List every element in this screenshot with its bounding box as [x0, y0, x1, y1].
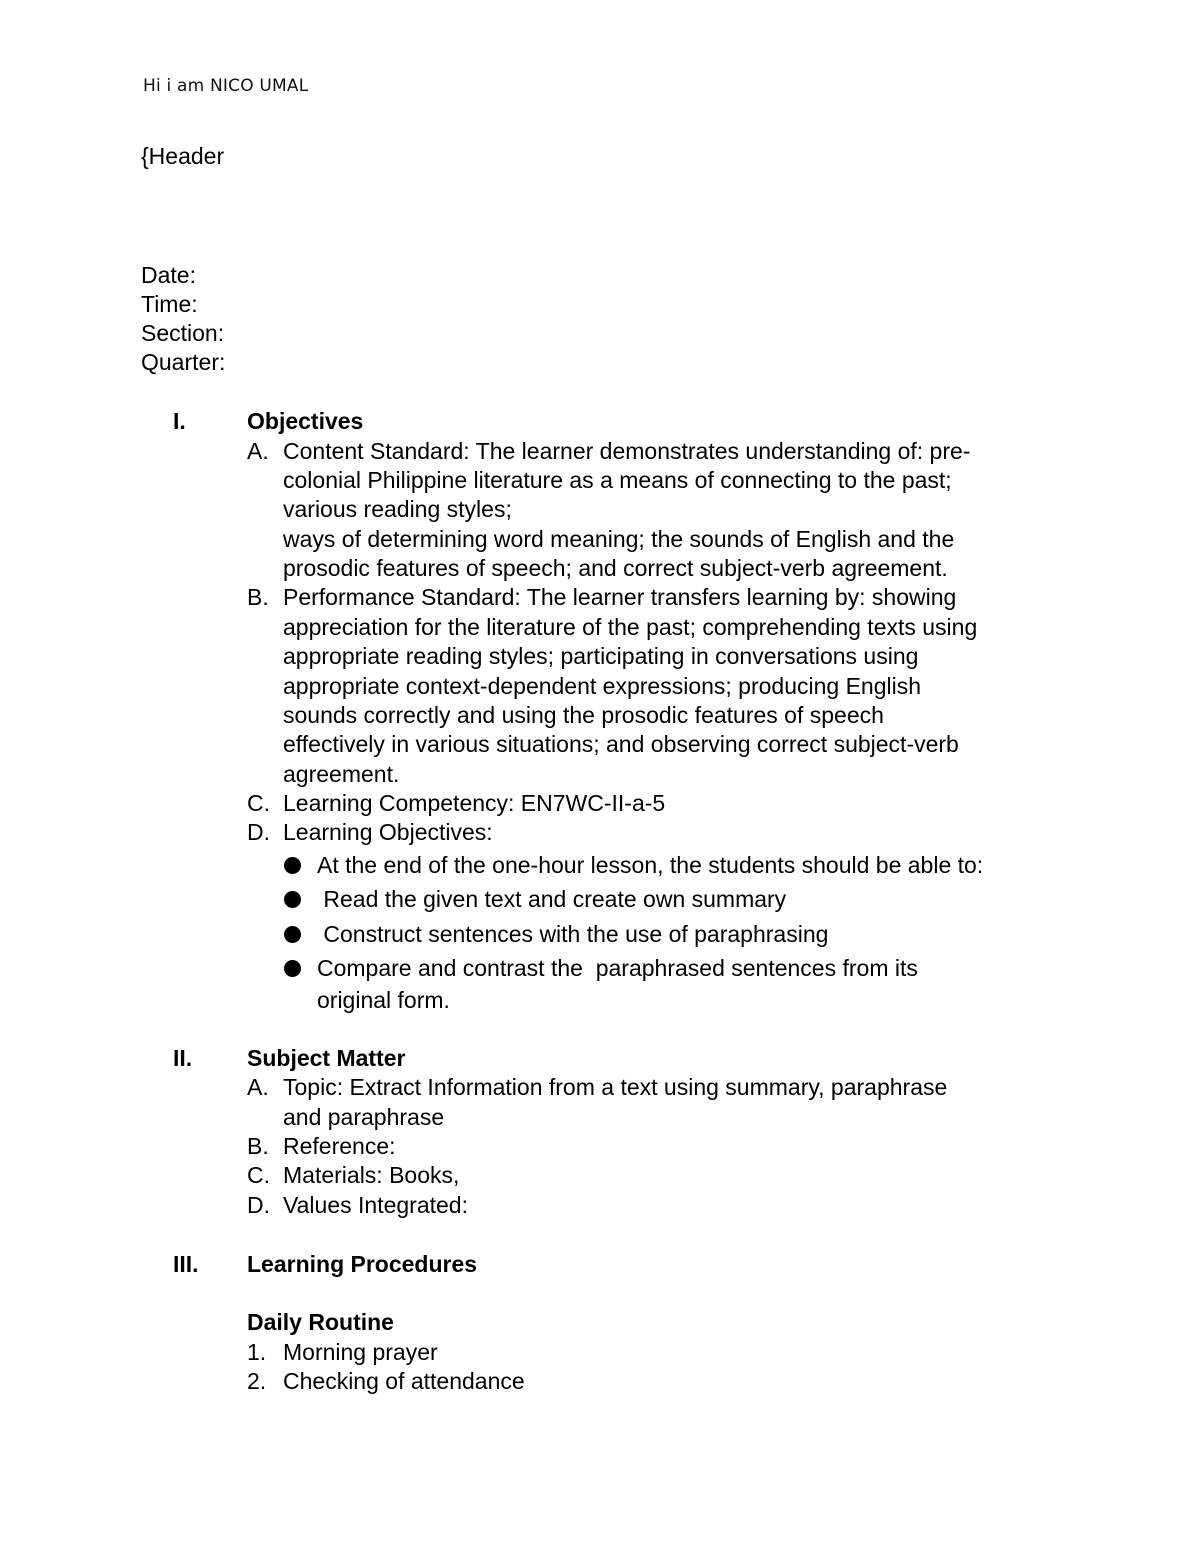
- values-label: Values Integrated:: [283, 1192, 468, 1218]
- topic-letter: A.: [247, 1074, 269, 1100]
- objective-bullet-item: Compare and contrast the paraphrased sentences from its: [317, 955, 918, 981]
- materials-letter: C.: [247, 1162, 270, 1188]
- header-placeholder: {Header: [141, 143, 225, 169]
- topic-line: and paraphrase: [283, 1104, 445, 1130]
- learning-procedures-numeral: III.: [173, 1251, 199, 1277]
- routine-item-number: 2.: [247, 1368, 267, 1394]
- performance-standard-line: agreement.: [283, 761, 400, 787]
- reference-letter: B.: [247, 1133, 269, 1159]
- objectives-title: Objectives: [247, 408, 364, 434]
- objectives-numeral: I.: [173, 408, 186, 434]
- topic-line: Topic: Extract Information from a text using summary, paraphrase: [283, 1074, 948, 1100]
- subject-matter-numeral: II.: [173, 1045, 193, 1071]
- routine-item: Checking of attendance: [283, 1368, 525, 1394]
- content-standard-line: various reading styles;: [283, 496, 512, 522]
- subject-matter-title: Subject Matter: [247, 1045, 406, 1071]
- objective-bullet-item: Read the given text and create own summary: [317, 886, 787, 912]
- performance-standard-line: Performance Standard: The learner transfers learning by: showing: [283, 584, 957, 610]
- content-standard-line: colonial Philippine literature as a means of connecting to the past;: [283, 467, 952, 493]
- values-letter: D.: [247, 1192, 270, 1218]
- time-label: Time:: [141, 291, 198, 317]
- performance-standard-letter: B.: [247, 584, 269, 610]
- date-label: Date:: [141, 262, 196, 288]
- learning-competency: Learning Competency: EN7WC-II-a-5: [283, 790, 666, 816]
- performance-standard-line: appropriate context-dependent expressions; producing English: [283, 673, 922, 699]
- bullet-icon: [284, 960, 301, 977]
- objective-bullet-item: At the end of the one-hour lesson, the students should be able to:: [317, 852, 984, 878]
- learning-objectives-label: Learning Objectives:: [283, 819, 493, 845]
- learning-procedures-title: Learning Procedures: [247, 1251, 478, 1277]
- quarter-label: Quarter:: [141, 349, 226, 375]
- learning-objectives-letter: D.: [247, 819, 270, 845]
- objective-bullet-item: Construct sentences with the use of paraphrasing: [317, 921, 829, 947]
- content-standard-line: prosodic features of speech; and correct subject-verb agreement.: [283, 555, 948, 581]
- bullet-icon: [284, 891, 301, 908]
- performance-standard-line: appropriate reading styles; participating in conversations using: [283, 643, 919, 669]
- section-label: Section:: [141, 320, 225, 346]
- content-standard-line: ways of determining word meaning; the sounds of English and the: [283, 526, 955, 552]
- performance-standard-line: effectively in various situations; and observing correct subject-verb: [283, 731, 959, 757]
- routine-item: Morning prayer: [283, 1339, 438, 1365]
- daily-routine-title: Daily Routine: [247, 1309, 394, 1335]
- learning-competency-letter: C.: [247, 790, 270, 816]
- objective-bullet-continuation: original form.: [317, 987, 450, 1013]
- content-standard-letter: A.: [247, 438, 269, 464]
- top-note: Hi i am NICO UMAL: [143, 76, 309, 96]
- performance-standard-line: sounds correctly and using the prosodic features of speech: [283, 702, 884, 728]
- bullet-icon: [284, 857, 301, 874]
- bullet-icon: [284, 926, 301, 943]
- materials-label: Materials: Books,: [283, 1162, 460, 1188]
- content-standard-line: Content Standard: The learner demonstrates understanding of: pre-: [283, 438, 971, 464]
- routine-item-number: 1.: [247, 1339, 267, 1365]
- reference-label: Reference:: [283, 1133, 396, 1159]
- performance-standard-line: appreciation for the literature of the past; comprehending texts using: [283, 614, 978, 640]
